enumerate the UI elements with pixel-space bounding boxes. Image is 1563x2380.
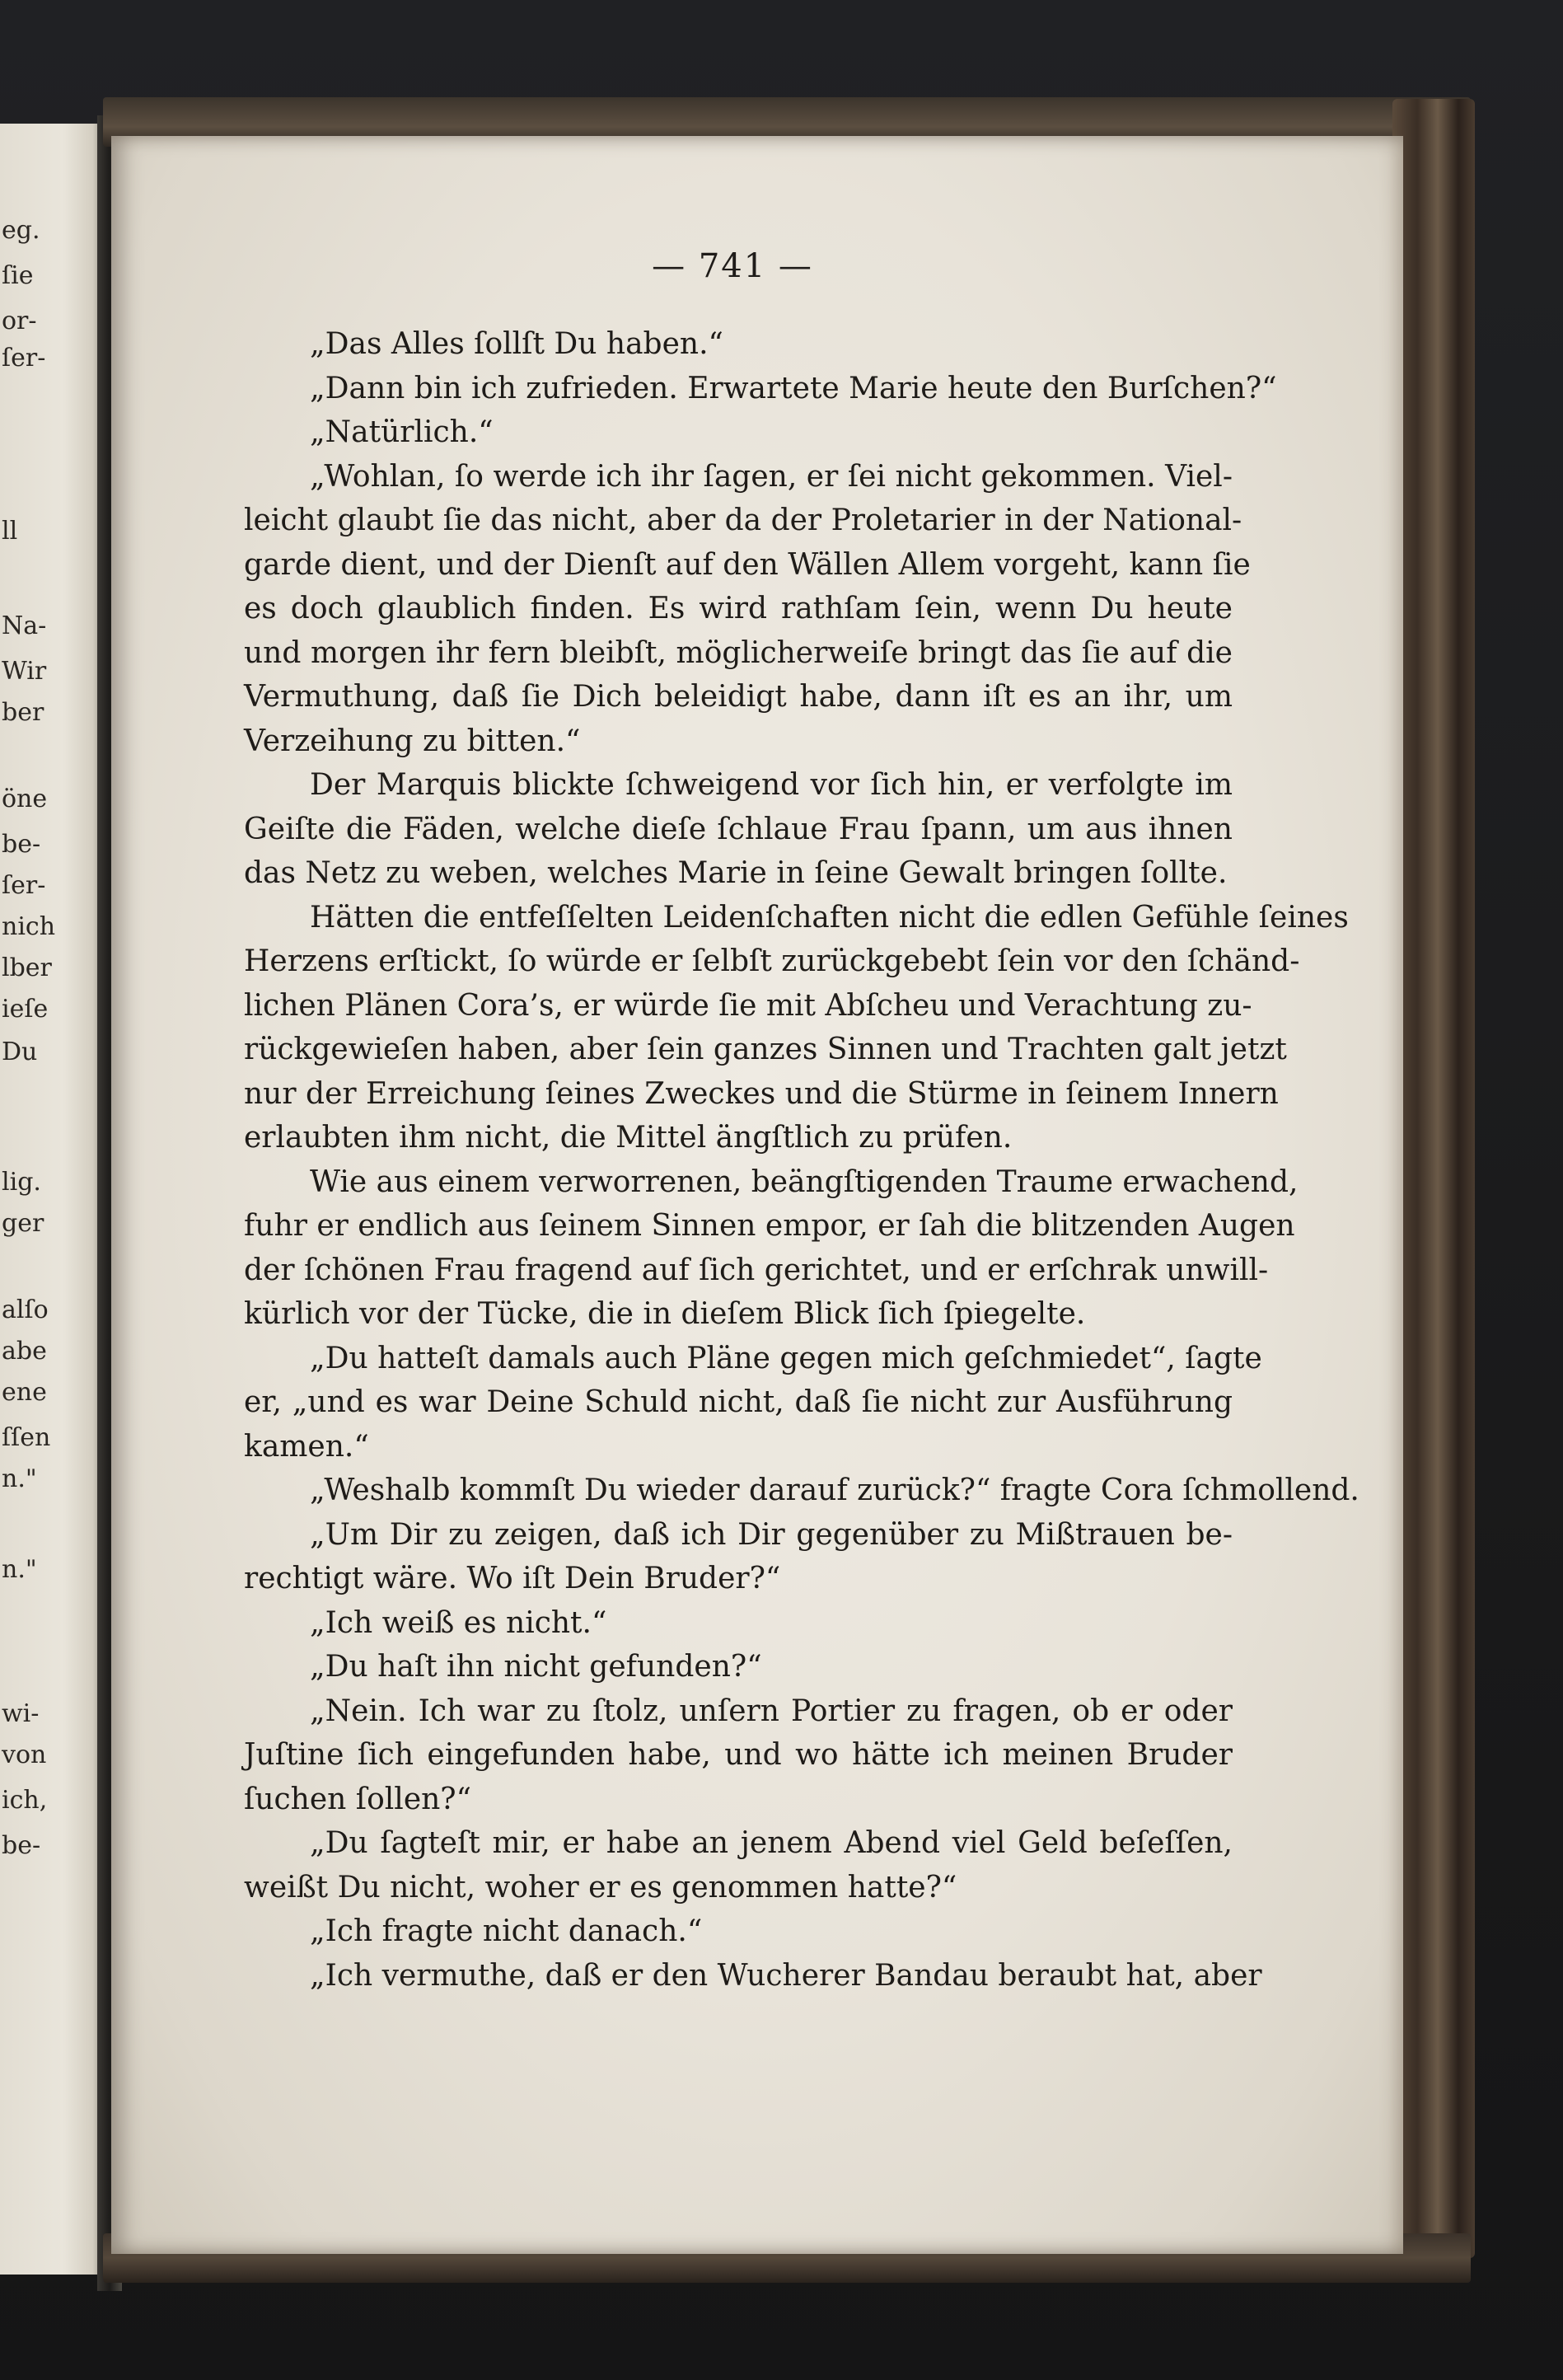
text-line: „Du hatteſt damals auch Pläne gegen mich geſchmiedet“, ſagte xyxy=(310,1342,1262,1375)
text-line: rückgewieſen haben, aber ſein ganzes Sinnen und Trachten galt jetzt xyxy=(244,1033,1287,1066)
text-line: das Netz zu weben, welches Marie in ſeine Gewalt bringen ſollte. xyxy=(244,856,1228,890)
page-number: — 741 — xyxy=(652,247,813,285)
text-line: „Das Alles ſollſt Du haben.“ xyxy=(310,327,723,361)
text-line: es doch glaublich finden. Es wird rathſam ſein, wenn Du heute xyxy=(244,592,1233,625)
text-line: Vermuthung, daß ſie Dich beleidigt habe, dann iſt es an ihr, um xyxy=(244,680,1233,714)
text-line: „Ich vermuthe, daß er den Wucherer Bandau beraubt hat, aber xyxy=(310,1959,1262,1993)
text-line: Verzeihung zu bitten.“ xyxy=(244,724,581,758)
left-page-text-fragment: lig. xyxy=(2,1168,41,1197)
left-page-text-fragment: öne xyxy=(2,785,48,813)
text-line: kamen.“ xyxy=(244,1430,369,1464)
left-page-text-fragment: ſie xyxy=(2,261,34,290)
left-page-text-fragment: ſſen xyxy=(2,1423,51,1452)
text-line: kürlich vor der Tücke, die in dieſem Blick ſich ſpiegelte. xyxy=(244,1297,1086,1331)
left-page-text-fragment: ieſe xyxy=(2,995,49,1024)
left-page-text-fragment: nich xyxy=(2,912,56,941)
text-line: Hätten die entfeſſelten Leidenſchaften nicht die edlen Gefühle ſeines xyxy=(310,901,1349,935)
left-page-text-fragment: be- xyxy=(2,1831,41,1860)
left-page-text-fragment: n." xyxy=(2,1555,37,1584)
text-line: und morgen ihr fern bleibſt, möglicherweiſe bringt das ſie auf die xyxy=(244,636,1233,670)
text-line: erlaubten ihm nicht, die Mittel ängſtlich zu prüfen. xyxy=(244,1121,1013,1155)
left-page-text-fragment: ger xyxy=(2,1209,44,1238)
text-line: rechtigt wäre. Wo iſt Dein Bruder?“ xyxy=(244,1562,781,1595)
text-line: „Weshalb kommſt Du wieder darauf zurück?“ fragte Cora ſchmollend. xyxy=(310,1473,1359,1507)
text-line: „Ich weiß es nicht.“ xyxy=(310,1606,607,1640)
left-page-text-fragment: lber xyxy=(2,953,52,982)
text-line: er, „und es war Deine Schuld nicht, daß ſie nicht zur Ausführung xyxy=(244,1385,1233,1419)
text-line: garde dient, und der Dienſt auf den Wällen Allem vorgeht, kann ſie xyxy=(244,548,1251,582)
left-page-text-fragment: ene xyxy=(2,1378,47,1407)
left-page-text-fragment: ſer- xyxy=(2,344,46,372)
text-line: „Ich fragte nicht danach.“ xyxy=(310,1914,703,1948)
left-page-text-fragment: Du xyxy=(2,1038,38,1066)
left-page-text-fragment: be- xyxy=(2,830,41,859)
left-page-text-fragment: or- xyxy=(2,307,37,335)
left-page-text-fragment: alſo xyxy=(2,1295,49,1324)
text-line: „Dann bin ich zufrieden. Erwartete Marie heute den Burſchen?“ xyxy=(310,372,1277,405)
text-line: fuhr er endlich aus ſeinem Sinnen empor, er ſah die blitzenden Augen xyxy=(244,1209,1295,1243)
book-cover-right-edge xyxy=(1392,99,1475,2258)
text-line: „Du haſt ihn nicht gefunden?“ xyxy=(310,1650,762,1684)
left-page-text-fragment: wi- xyxy=(2,1699,40,1728)
text-line: weißt Du nicht, woher er es genommen hatte?“ xyxy=(244,1871,957,1904)
text-line: „Natürlich.“ xyxy=(310,415,494,449)
text-line: Der Marquis blickte ſchweigend vor ſich hin, er verfolgte im xyxy=(310,768,1233,802)
left-page-text-fragment: ich, xyxy=(2,1786,48,1815)
left-page-text-fragment: eg. xyxy=(2,216,40,245)
text-line: Wie aus einem verworrenen, beängſtigenden Traume erwachend, xyxy=(310,1165,1299,1199)
text-line: Herzens erſtickt, ſo würde er ſelbſt zurückgebebt ſein vor den ſchänd- xyxy=(244,944,1300,978)
text-line: der ſchönen Frau fragend auf ſich gerichtet, und er erſchrak unwill- xyxy=(244,1253,1269,1287)
left-page-text-fragment: ll xyxy=(2,517,18,546)
left-page-text-fragment: Wir xyxy=(2,657,47,686)
text-line: leicht glaubt ſie das nicht, aber da der Proletarier in der National- xyxy=(244,504,1242,537)
left-page-text-fragment: ſer- xyxy=(2,871,46,900)
text-line: nur der Erreichung ſeines Zweckes und die Stürme in ſeinem Innern xyxy=(244,1077,1279,1111)
text-line: lichen Plänen Cora’s, er würde ſie mit Abſcheu und Verachtung zu- xyxy=(244,989,1252,1023)
left-page-text-fragment: von xyxy=(2,1740,47,1769)
text-line: Geiſte die Fäden, welche dieſe ſchlaue Frau ſpann, um aus ihnen xyxy=(244,813,1233,846)
left-page-text-fragment: n." xyxy=(2,1464,37,1493)
text-line: „Nein. Ich war zu ſtolz, unſern Portier zu fragen, ob er oder xyxy=(310,1694,1233,1728)
text-line: „Um Dir zu zeigen, daß ich Dir gegenüber zu Mißtrauen be- xyxy=(310,1518,1233,1552)
left-page-text-fragment: abe xyxy=(2,1337,47,1366)
text-line: Juſtine ſich eingefunden habe, und wo hätte ich meinen Bruder xyxy=(244,1738,1233,1772)
left-page-edge xyxy=(0,124,105,2275)
text-line: „Du ſagteſt mir, er habe an jenem Abend viel Geld beſeſſen, xyxy=(310,1826,1233,1860)
left-page-text-fragment: Na- xyxy=(2,611,47,640)
left-page-text-fragment: ber xyxy=(2,698,44,727)
text-line: „Wohlan, ſo werde ich ihr ſagen, er ſei nicht gekommen. Viel- xyxy=(310,460,1233,494)
text-line: ſuchen ſollen?“ xyxy=(244,1783,472,1816)
